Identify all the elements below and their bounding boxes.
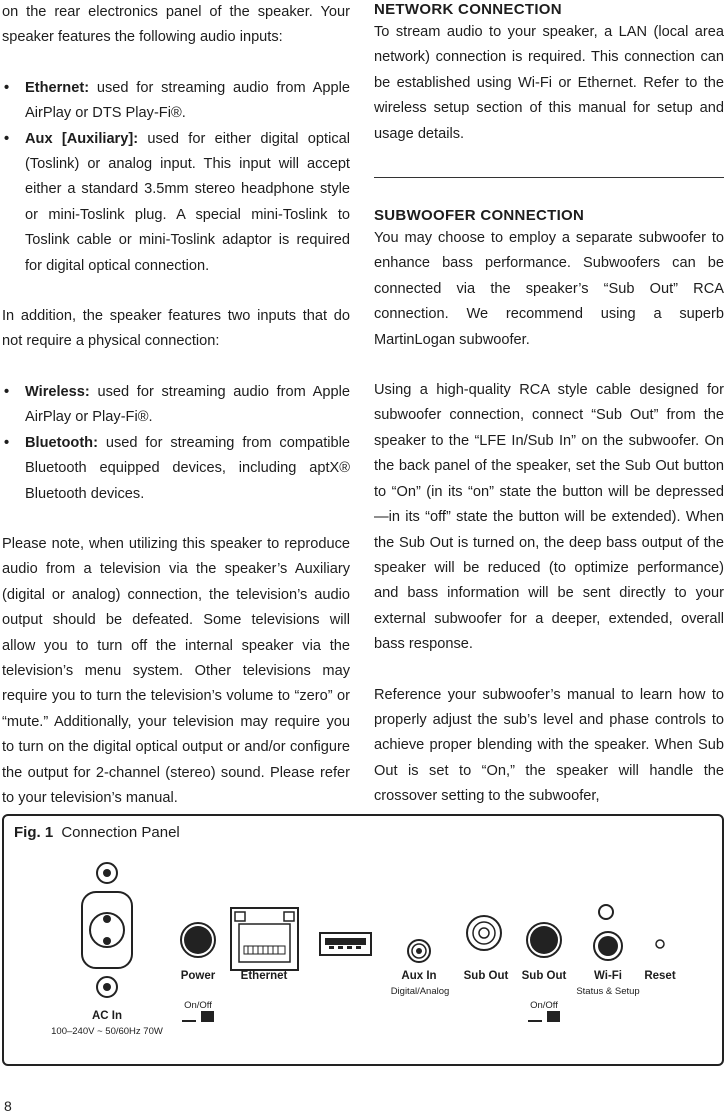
sub-out-button-icon (527, 923, 561, 957)
ethernet-port-icon (231, 908, 298, 970)
input-term: Ethernet: (25, 79, 90, 96)
figure-caption: Connection Panel (61, 824, 180, 841)
list-item (2, 431, 350, 507)
addition-paragraph: In addition, the speaker features two inputs that do not require a physical connection: (2, 308, 350, 350)
wifi-sub-label: Status & Setup (576, 986, 640, 997)
power-switch-icon (182, 1011, 214, 1022)
subwoofer-paragraph-1: You may choose to employ a separate subwoofer to enhance bass performance. Subwoofers can be connected via the speaker’s “Sub Out” RCA connection. We recommend using a superb MartinLogan subwoofer. (374, 230, 724, 348)
wifi-label: Wi-Fi (594, 970, 622, 982)
power-switch-label: On/Off (184, 1000, 212, 1011)
input-term: Bluetooth: (25, 434, 98, 451)
sub-out-label: Sub Out (463, 970, 509, 982)
sub-out-switch-label: Sub Out (521, 970, 567, 982)
wifi-button-icon (594, 932, 622, 960)
subwoofer-heading: SUBWOOFER CONNECTION (374, 207, 585, 225)
network-heading: NETWORK CONNECTION (374, 1, 562, 18)
ac-in-label: AC In (91, 1010, 123, 1022)
sub-out-on-off-label: On/Off (530, 1000, 558, 1011)
wireless-inputs-list (2, 380, 350, 507)
physical-inputs-list (2, 76, 350, 279)
aux-sub-label: Digital/Analog (390, 986, 450, 997)
sub-out-rca-icon (467, 916, 501, 950)
power-button-icon (181, 923, 215, 957)
connection-panel-figure (2, 814, 724, 1066)
ethernet-label: Ethernet (240, 970, 288, 982)
usb-port-icon (320, 933, 371, 955)
aux-in-label: Aux In (401, 970, 437, 982)
left-column (2, 0, 350, 811)
section-divider (374, 177, 724, 178)
input-description: used for streaming audio from Apple AirPlay or Play-Fi®. (25, 383, 350, 426)
input-term: Wireless: (25, 383, 90, 400)
list-item (2, 127, 350, 279)
ac-spec-label: 100–240V ~ 50/60Hz 70W (51, 1026, 163, 1037)
network-paragraph: To stream audio to your speaker, a LAN (local area network) connection is required. This connection can be established using Wi-Fi or Ethernet. Refer to the wireless setup section of this manual for setup and usage details. (374, 24, 724, 142)
input-description: used for streaming audio from Apple AirPlay or DTS Play-Fi®. (25, 79, 350, 122)
ac-inlet-icon (82, 863, 132, 997)
page-number: 8 (4, 1098, 12, 1114)
list-item (2, 380, 350, 431)
aux-jack-icon (408, 940, 430, 962)
right-column (374, 0, 724, 810)
connection-panel-drawing (4, 816, 718, 1060)
input-description: used for streaming from compatible Bluetooth equipped devices, including aptX® Bluetooth devices. (25, 434, 350, 502)
list-item (2, 76, 350, 127)
input-term: Aux [Auxiliary]: (25, 130, 139, 147)
reset-label: Reset (644, 970, 676, 982)
intro-paragraph: on the rear electronics panel of the speaker. Your speaker features the following audio inputs: (2, 4, 350, 46)
reset-pinhole-icon (656, 940, 664, 948)
input-description: used for either digital optical (Toslink) or analog input. This input will accept either a standard 3.5mm stereo headphone style or mini-Toslink plug. A special mini-Toslink to Toslink cable or mini-Toslink adaptor is required for digital optical connection. (25, 130, 350, 274)
sub-out-switch-icon (528, 1011, 560, 1022)
power-label: Power (180, 970, 216, 982)
wifi-status-led-icon (599, 905, 613, 919)
television-note-paragraph: Please note, when utilizing this speaker to reproduce audio from a television via the speaker’s Auxiliary (digital or analog) connection, the television’s audio output should be defeated. Some televisions will allow you to turn off the internal speaker via the television’s menu system. Other televisions may require you to turn the television’s volume to “zero” or “mute.” Additionally, your television may require you to turn on the digital optical output or and/or configure the output for 2-channel (stereo) sound. Please refer to your television’s manual. (2, 535, 350, 806)
subwoofer-paragraph-3: Reference your subwoofer’s manual to learn how to properly adjust the sub’s level and phase controls to achieve proper blending with the speaker. When Sub Out is set to “On,” the speaker will handle the crossover setting to the subwoofer, (374, 686, 724, 805)
subwoofer-paragraph-2: Using a high-quality RCA style cable designed for subwoofer connection, connect “Sub Out” from the speaker to the “LFE In/Sub In” on the subwoofer. On the back panel of the speaker, set the Sub Out button to “On” (in its “on” state the button will be depressed—in its “off” state the button will be extended). When the Sub Out is turned on, the deep bass output of the speaker will be reduced (to optimize performance) and bass information will be sent directly to your external subwoofer for a deeper, extended, overall bass response. (374, 382, 724, 653)
figure-number: Fig. 1 (14, 824, 54, 841)
